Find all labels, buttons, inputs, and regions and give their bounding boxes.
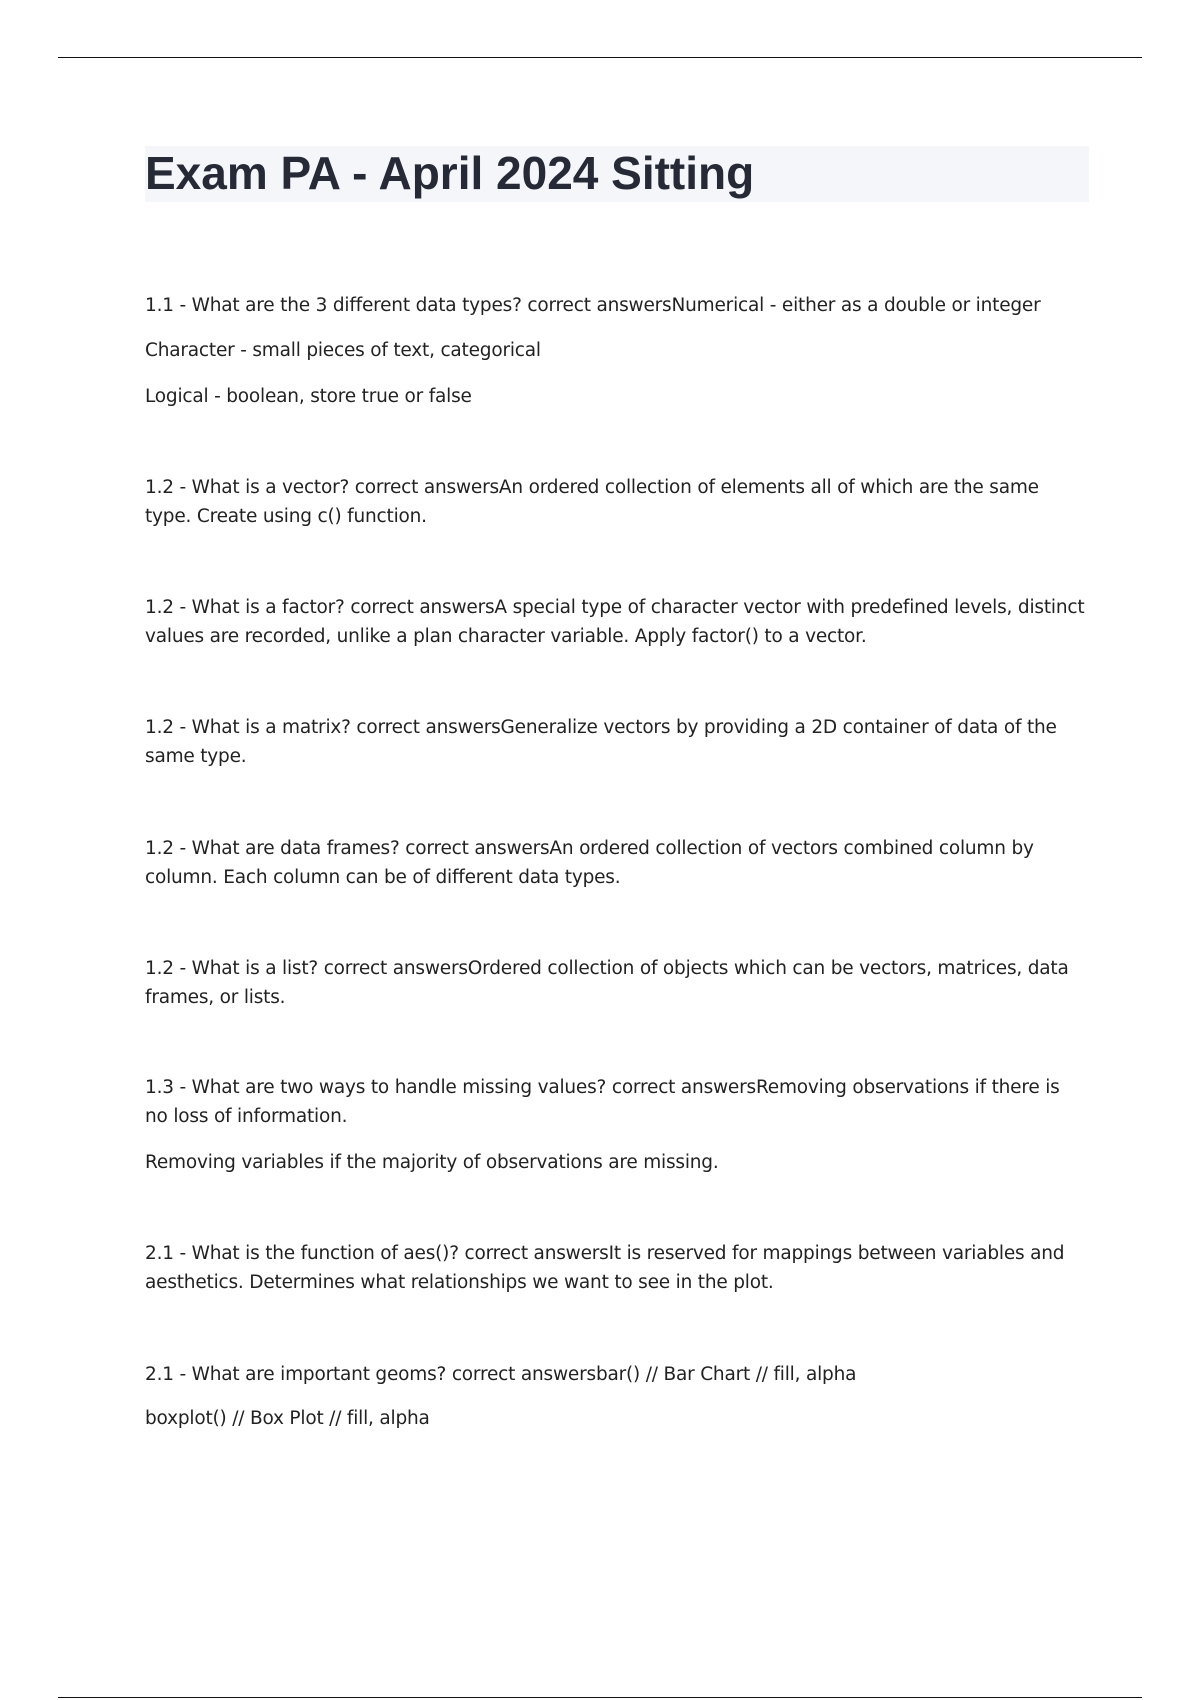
paragraph-q1-2-list: 1.2 - What is a list? correct answersOrdered collection of objects which can be vectors, matrices, data frames, or lists. (145, 958, 1069, 1008)
paragraph-q1-2-data-frames: 1.2 - What are data frames? correct answersAn ordered collection of vectors combined column by column. Each column can be of different data types. (145, 838, 1034, 888)
paragraph-q1-2-factor: 1.2 - What is a factor? correct answersA special type of character vector with predefined levels, distinct values are recorded, unlike a plan character variable. Apply factor() to a vector. (145, 597, 1085, 647)
document-title: Exam PA - April 2024 Sitting (145, 147, 755, 199)
paragraph-q2-1-boxplot: boxplot() // Box Plot // fill, alpha (145, 1408, 430, 1429)
paragraph-q2-1-geoms: 2.1 - What are important geoms? correct answersbar() // Bar Chart // fill, alpha (145, 1364, 857, 1385)
paragraph-q1-1-character: Character - small pieces of text, categorical (145, 340, 541, 361)
paragraph-q2-1-aes: 2.1 - What is the function of aes()? correct answersIt is reserved for mappings between variables and aesthetics. Determines what relationships we want to see in the plot. (145, 1243, 1065, 1293)
paragraph-q1-3-missing-values: 1.3 - What are two ways to handle missing values? correct answersRemoving observations if there is no loss of information. (145, 1077, 1060, 1127)
top-rule (58, 57, 1142, 58)
bottom-rule (58, 1697, 1142, 1698)
paragraph-q1-2-matrix: 1.2 - What is a matrix? correct answersGeneralize vectors by providing a 2D container of data of the same type. (145, 717, 1057, 767)
paragraph-q1-3-removing-variables: Removing variables if the majority of observations are missing. (145, 1152, 719, 1173)
paragraph-q1-1-logical: Logical - boolean, store true or false (145, 386, 472, 407)
paragraph-q1-2-vector: 1.2 - What is a vector? correct answersAn ordered collection of elements all of which are the same type. Create using c() function. (145, 477, 1039, 527)
paragraph-q1-1: 1.1 - What are the 3 different data types? correct answersNumerical - either as a double or integer (145, 295, 1041, 316)
